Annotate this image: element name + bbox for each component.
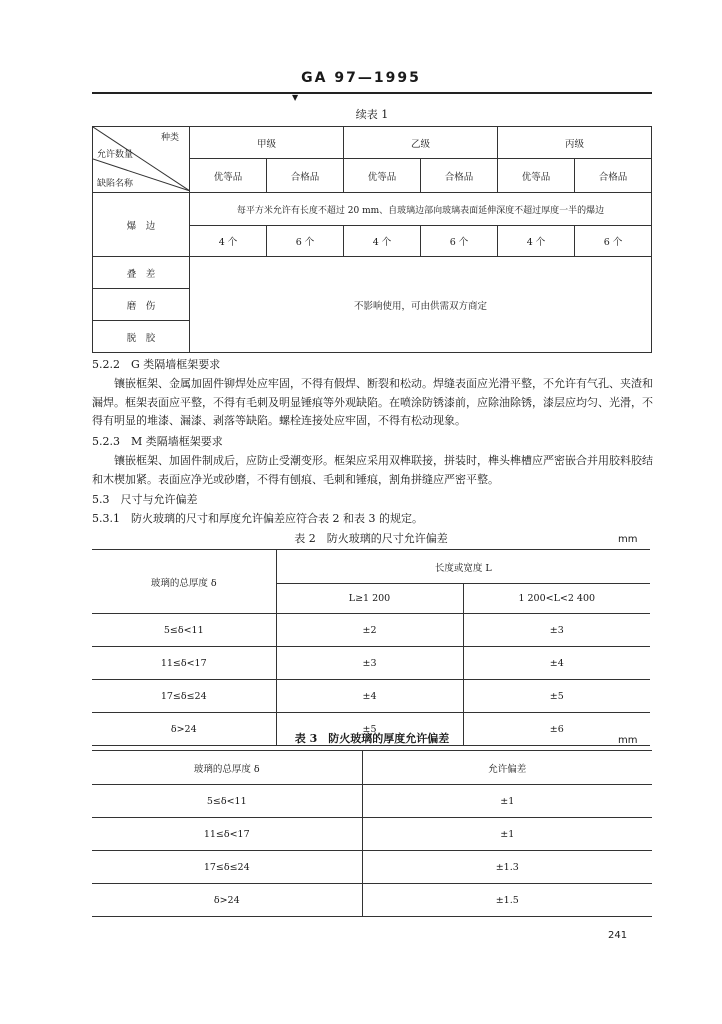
defect-name: 脱 胶 [93,321,190,353]
table-row [92,818,652,851]
diag-label-defect: 缺陷名称 [97,179,134,189]
thickness-cell: 5≤δ<11 [92,785,362,818]
table2-unit: mm [618,534,638,545]
column-group-header: 长度或宽度 L [276,550,650,584]
diagonal-header-cell [93,127,190,193]
thickness-cell: δ>24 [92,884,362,917]
thickness-tolerance-table [92,750,652,917]
section-title: 5.2.3 M 类隔墙框架要求 [92,435,223,448]
table-cell: 6 个 [267,226,344,257]
table-cell: ±1.5 [362,884,652,917]
table-row [92,614,650,647]
table-cell: 6 个 [575,226,652,257]
table-cell: ±4 [463,647,650,680]
thickness-cell: 5≤δ<11 [92,614,276,647]
column-header: 玻璃的总厚度 δ [92,550,276,614]
column-header: L≥1 200 [276,584,463,614]
column-header: 允许偏差 [362,751,652,785]
subgrade-header: 优等品 [498,159,575,193]
diag-label-type: 种类 [160,133,179,143]
standard-code: GA 97—1995 [301,70,421,86]
thickness-cell: 17≤δ≤24 [92,851,362,884]
header-mark: ▼ [292,93,299,102]
table-row [92,851,652,884]
subgrade-header: 优等品 [344,159,421,193]
thickness-cell: 11≤δ<17 [92,647,276,680]
paragraph: 镶嵌框架、加固件制成后，应防止受潮变形。框架应采用双榫联接，拼装时，榫头榫槽应严密嵌合并用胶料胶结和木楔加紧。表面应净光或砂磨，不得有刨痕、毛刺和锤痕，割角拼缝应严密平整。 [92,454,653,486]
table-cell: ±5 [276,713,463,746]
table-cell: ±1 [362,818,652,851]
thickness-cell: δ>24 [92,713,276,746]
defect-name: 磨 伤 [93,289,190,321]
subgrade-header: 优等品 [190,159,267,193]
table-cell: ±1 [362,785,652,818]
column-header: 1 200<L<2 400 [463,584,650,614]
table-cell: 6 个 [421,226,498,257]
thickness-cell: 11≤δ<17 [92,818,362,851]
subgrade-header: 合格品 [267,159,344,193]
table3-unit: mm [618,735,638,746]
size-tolerance-table [92,549,650,746]
defect-name: 爆 边 [93,193,190,257]
subgrade-header: 合格品 [421,159,498,193]
table-cell: 4 个 [344,226,421,257]
table-cell: ±1.3 [362,851,652,884]
thickness-cell: 17≤δ≤24 [92,680,276,713]
table-cell: ±6 [463,713,650,746]
table-cell: 4 个 [498,226,575,257]
table3-caption: 表 3 防火玻璃的厚度允许偏差 [294,732,450,745]
edge-description: 每平方米允许有长度不超过 20 mm、自玻璃边部向玻璃表面延伸深度不超过厚度一半的爆边 [190,193,652,226]
section-title: 5.2.2 G 类隔墙框架要求 [92,358,221,371]
header-rule [92,92,652,94]
column-header: 玻璃的总厚度 δ [92,751,362,785]
defect-name: 叠 差 [93,257,190,289]
table-row [92,785,652,818]
grade-header: 丙级 [498,127,652,159]
diag-label-quantity: 允许数量 [97,150,134,160]
table-cell: ±2 [276,614,463,647]
other-defects-note: 不影响使用，可由供需双方商定 [190,257,652,353]
grade-header: 乙级 [344,127,498,159]
table-cell: ±4 [276,680,463,713]
page-number: 241 [608,930,628,941]
table2-caption: 表 2 防火玻璃的尺寸允许偏差 [294,532,448,545]
table1-caption: 续表 1 [355,108,389,121]
subgrade-header: 合格品 [575,159,652,193]
table-cell: ±3 [463,614,650,647]
table-row [92,884,652,917]
section-title: 5.3 尺寸与允许偏差 [92,493,198,506]
grade-header: 甲级 [190,127,344,159]
table-row [92,647,650,680]
paragraph: 镶嵌框架、金属加固件铆焊处应牢固，不得有假焊、断裂和松动。焊缝表面应光滑平整，不允许有气孔、夹渣和漏焊。框架表面应平整，不得有毛刺及明显锤痕等外观缺陷。在喷涂防锈漆前，应除油除锈，漆层应均匀、光滑，不得有明显的堆漆、漏漆、剥落等缺陷。螺栓连接处应牢固，不得有松动现象。 [92,377,653,427]
section-body [92,452,654,489]
table-cell: 4 个 [190,226,267,257]
table-row [92,680,650,713]
table-cell: ±3 [276,647,463,680]
table-cell: ±5 [463,680,650,713]
section-title: 5.3.1 防火玻璃的尺寸和厚度允许偏差应符合表 2 和表 3 的规定。 [92,512,423,525]
section-body [92,375,654,431]
defect-table [92,126,652,353]
